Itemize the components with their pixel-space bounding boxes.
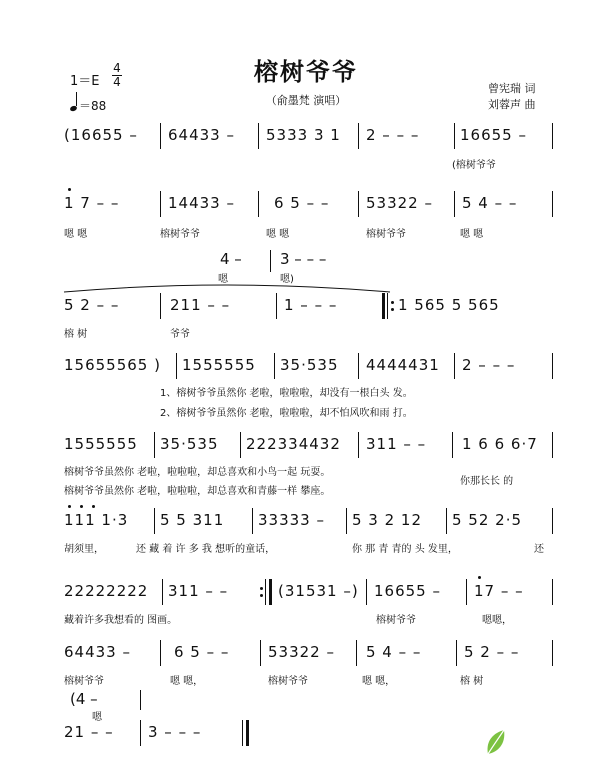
measure: 111 1·3 bbox=[64, 511, 129, 529]
lyric-line: 榕树爷爷 bbox=[366, 229, 406, 240]
verse-2-lyric: 榕树爷爷虽然你 老啦，啦啦啦，却总喜欢和青藤一样 攀座。 bbox=[64, 486, 331, 497]
measure: 4444431 bbox=[366, 356, 440, 374]
barline bbox=[176, 353, 177, 379]
tempo-value: ＝88 bbox=[79, 99, 107, 113]
octave-dot bbox=[80, 505, 83, 508]
measure: 1555555 bbox=[182, 356, 256, 374]
song-title: 榕树爷爷 bbox=[254, 58, 358, 86]
barline bbox=[552, 640, 553, 666]
measure: 17 – – bbox=[474, 582, 524, 600]
barline bbox=[446, 508, 447, 534]
measure: 3 – – – bbox=[148, 723, 202, 741]
quarter-note-stem bbox=[76, 92, 77, 106]
barline bbox=[552, 508, 553, 534]
composer-credit: 刘蓉声 曲 bbox=[488, 98, 536, 111]
measure: 6 5 – – bbox=[274, 194, 330, 212]
time-signature bbox=[112, 62, 122, 89]
score-row bbox=[62, 353, 554, 379]
lyric-line: 藏着许多我想看的 图画。 bbox=[64, 615, 178, 626]
barline bbox=[454, 191, 455, 217]
lyric-line: 榕 树 bbox=[64, 329, 88, 340]
lyricist-credit: 曾宪瑞 词 bbox=[488, 82, 536, 95]
measure: 16655 – bbox=[374, 582, 441, 600]
barline bbox=[387, 293, 388, 319]
volta-lyric: 嗯 bbox=[92, 712, 102, 723]
barline bbox=[160, 191, 161, 217]
lyric-line: 胡须里， bbox=[64, 544, 104, 555]
lyric-line: (榕树爷爷 bbox=[452, 160, 496, 171]
lyric-line: 榕 树 bbox=[460, 676, 484, 687]
barline bbox=[552, 432, 553, 458]
measure: 311 – – bbox=[168, 582, 229, 600]
volta-measure-notes: 4 – bbox=[75, 690, 98, 708]
octave-dot bbox=[92, 505, 95, 508]
measure: 5 4 – – bbox=[366, 643, 422, 661]
measure: 5 2 – – bbox=[64, 296, 120, 314]
octave-dot bbox=[68, 505, 71, 508]
barline bbox=[162, 579, 163, 605]
time-signature-bottom: 4 bbox=[113, 75, 121, 89]
measure: (31531 –) bbox=[278, 582, 359, 600]
lyric-line: 榕树爷爷 bbox=[160, 229, 200, 240]
repeat-barline bbox=[269, 579, 272, 605]
barline bbox=[454, 353, 455, 379]
lyric-line: 嗯 嗯 bbox=[266, 229, 290, 240]
barline bbox=[552, 123, 553, 149]
score-row bbox=[62, 720, 554, 746]
measure: 22222222 bbox=[64, 582, 149, 600]
barline bbox=[270, 250, 271, 272]
measure: 53322 – bbox=[366, 194, 433, 212]
measure: 1 6 6 6·7 bbox=[462, 435, 538, 453]
measure: 5 2 – – bbox=[464, 643, 520, 661]
repeat-dot bbox=[391, 301, 394, 304]
tempo-marking bbox=[70, 96, 106, 114]
measure: 35·535 bbox=[160, 435, 219, 453]
repeat-barline bbox=[382, 293, 385, 319]
lyric-line: 爷爷 bbox=[170, 329, 190, 340]
measure: 2 – – – bbox=[462, 356, 516, 374]
final-barline bbox=[246, 720, 249, 746]
barline bbox=[276, 293, 277, 319]
lyric-line: 还 藏 着 许 多 我 想听的童话， bbox=[136, 544, 276, 555]
barline bbox=[274, 353, 275, 379]
measure: 1 565 5 565 bbox=[398, 296, 500, 314]
barline bbox=[552, 579, 553, 605]
key-signature: 1＝E bbox=[70, 74, 100, 89]
barline bbox=[242, 720, 243, 746]
score-row bbox=[62, 293, 554, 319]
barline bbox=[160, 640, 161, 666]
barline bbox=[466, 579, 467, 605]
singer-credit: （俞墨梵 演唱） bbox=[265, 94, 347, 107]
barline bbox=[258, 123, 259, 149]
score-row bbox=[62, 191, 554, 217]
barline bbox=[552, 353, 553, 379]
barline bbox=[140, 690, 141, 710]
volta-lyric: 嗯) bbox=[280, 274, 294, 285]
barline bbox=[358, 123, 359, 149]
measure: 5 4 – – bbox=[462, 194, 518, 212]
barline bbox=[454, 123, 455, 149]
barline bbox=[258, 191, 259, 217]
repeat-dot bbox=[260, 594, 263, 597]
time-signature-top: 4 bbox=[113, 61, 121, 75]
score-row bbox=[62, 432, 554, 458]
measure: 15655565 ) bbox=[64, 356, 161, 374]
barline bbox=[358, 353, 359, 379]
measure: 1 – – – bbox=[284, 296, 338, 314]
lyric-line: 嗯 嗯， bbox=[170, 676, 204, 687]
leaf-logo bbox=[484, 728, 508, 756]
score-row bbox=[62, 640, 554, 666]
lyric-line: 你 那 青 青的 头 发里， bbox=[352, 544, 458, 555]
measure: 53322 – bbox=[268, 643, 335, 661]
measure: 5 3 2 12 bbox=[352, 511, 423, 529]
barline bbox=[356, 640, 357, 666]
lyric-line: 嗯 嗯 bbox=[460, 229, 484, 240]
measure: 16655 – bbox=[460, 126, 527, 144]
measure: 1 7 – – bbox=[64, 194, 120, 212]
lyric-line: 嗯 嗯， bbox=[362, 676, 396, 687]
barline bbox=[452, 432, 453, 458]
barline bbox=[160, 123, 161, 149]
volta-measure: 3 – – – bbox=[280, 250, 327, 268]
measure: 1555555 bbox=[64, 435, 138, 453]
measure: 5 5 311 bbox=[160, 511, 225, 529]
barline bbox=[160, 293, 161, 319]
measure: 14433 – bbox=[168, 194, 235, 212]
measure: (16655 – bbox=[64, 126, 138, 144]
measure: 2 – – – bbox=[366, 126, 420, 144]
barline bbox=[456, 640, 457, 666]
verse-1-lyric: 榕树爷爷虽然你 老啦，啦啦啦，却总喜欢和小鸟一起 玩耍。 bbox=[64, 467, 331, 478]
volta-measure: (4 – bbox=[70, 690, 98, 708]
barline bbox=[358, 432, 359, 458]
volta-bracket bbox=[62, 280, 392, 294]
measure: 222334432 bbox=[246, 435, 341, 453]
measure: 33333 – bbox=[258, 511, 325, 529]
measure: 35·535 bbox=[280, 356, 339, 374]
barline bbox=[154, 432, 155, 458]
score-row bbox=[62, 508, 554, 534]
measure: 311 – – bbox=[366, 435, 427, 453]
lyric-line: 榕树爷爷 bbox=[268, 676, 308, 687]
barline bbox=[240, 432, 241, 458]
measure: 21 – – bbox=[64, 723, 114, 741]
barline bbox=[140, 720, 141, 746]
octave-dot bbox=[68, 188, 71, 191]
barline bbox=[552, 191, 553, 217]
lyric-line: 榕树爷爷 bbox=[64, 676, 104, 687]
barline bbox=[252, 508, 253, 534]
lyric-line: 你那长长 的 bbox=[460, 476, 514, 487]
measure: 64433 – bbox=[64, 643, 131, 661]
measure: 5333 3 1 bbox=[266, 126, 341, 144]
barline bbox=[260, 640, 261, 666]
measure: 64433 – bbox=[168, 126, 235, 144]
octave-dot bbox=[478, 576, 481, 579]
barline bbox=[346, 508, 347, 534]
score-row bbox=[62, 579, 554, 605]
score-row bbox=[62, 123, 554, 149]
lyric-line: 嗯嗯， bbox=[482, 615, 512, 626]
lyric-line: 嗯 嗯 bbox=[64, 229, 88, 240]
barline bbox=[265, 579, 266, 605]
lyric-line: 还 bbox=[534, 544, 544, 555]
barline bbox=[154, 508, 155, 534]
repeat-dot bbox=[260, 587, 263, 590]
volta-lyric: 嗯 bbox=[218, 274, 228, 285]
verse-1-lyric: 1、榕树爷爷虽然你 老啦，啦啦啦，却没有一根白头 发。 bbox=[160, 388, 413, 399]
barline bbox=[366, 579, 367, 605]
verse-2-lyric: 2、榕树爷爷虽然你 老啦，啦啦啦，却不怕风吹和雨 打。 bbox=[160, 408, 413, 419]
volta-measure: 4 – bbox=[220, 250, 242, 268]
lyric-line: 榕树爷爷 bbox=[376, 615, 416, 626]
measure: 5 52 2·5 bbox=[452, 511, 523, 529]
repeat-dot bbox=[391, 308, 394, 311]
measure: 211 – – bbox=[170, 296, 231, 314]
measure: 6 5 – – bbox=[174, 643, 230, 661]
quarter-note-icon bbox=[69, 105, 77, 112]
barline bbox=[358, 191, 359, 217]
